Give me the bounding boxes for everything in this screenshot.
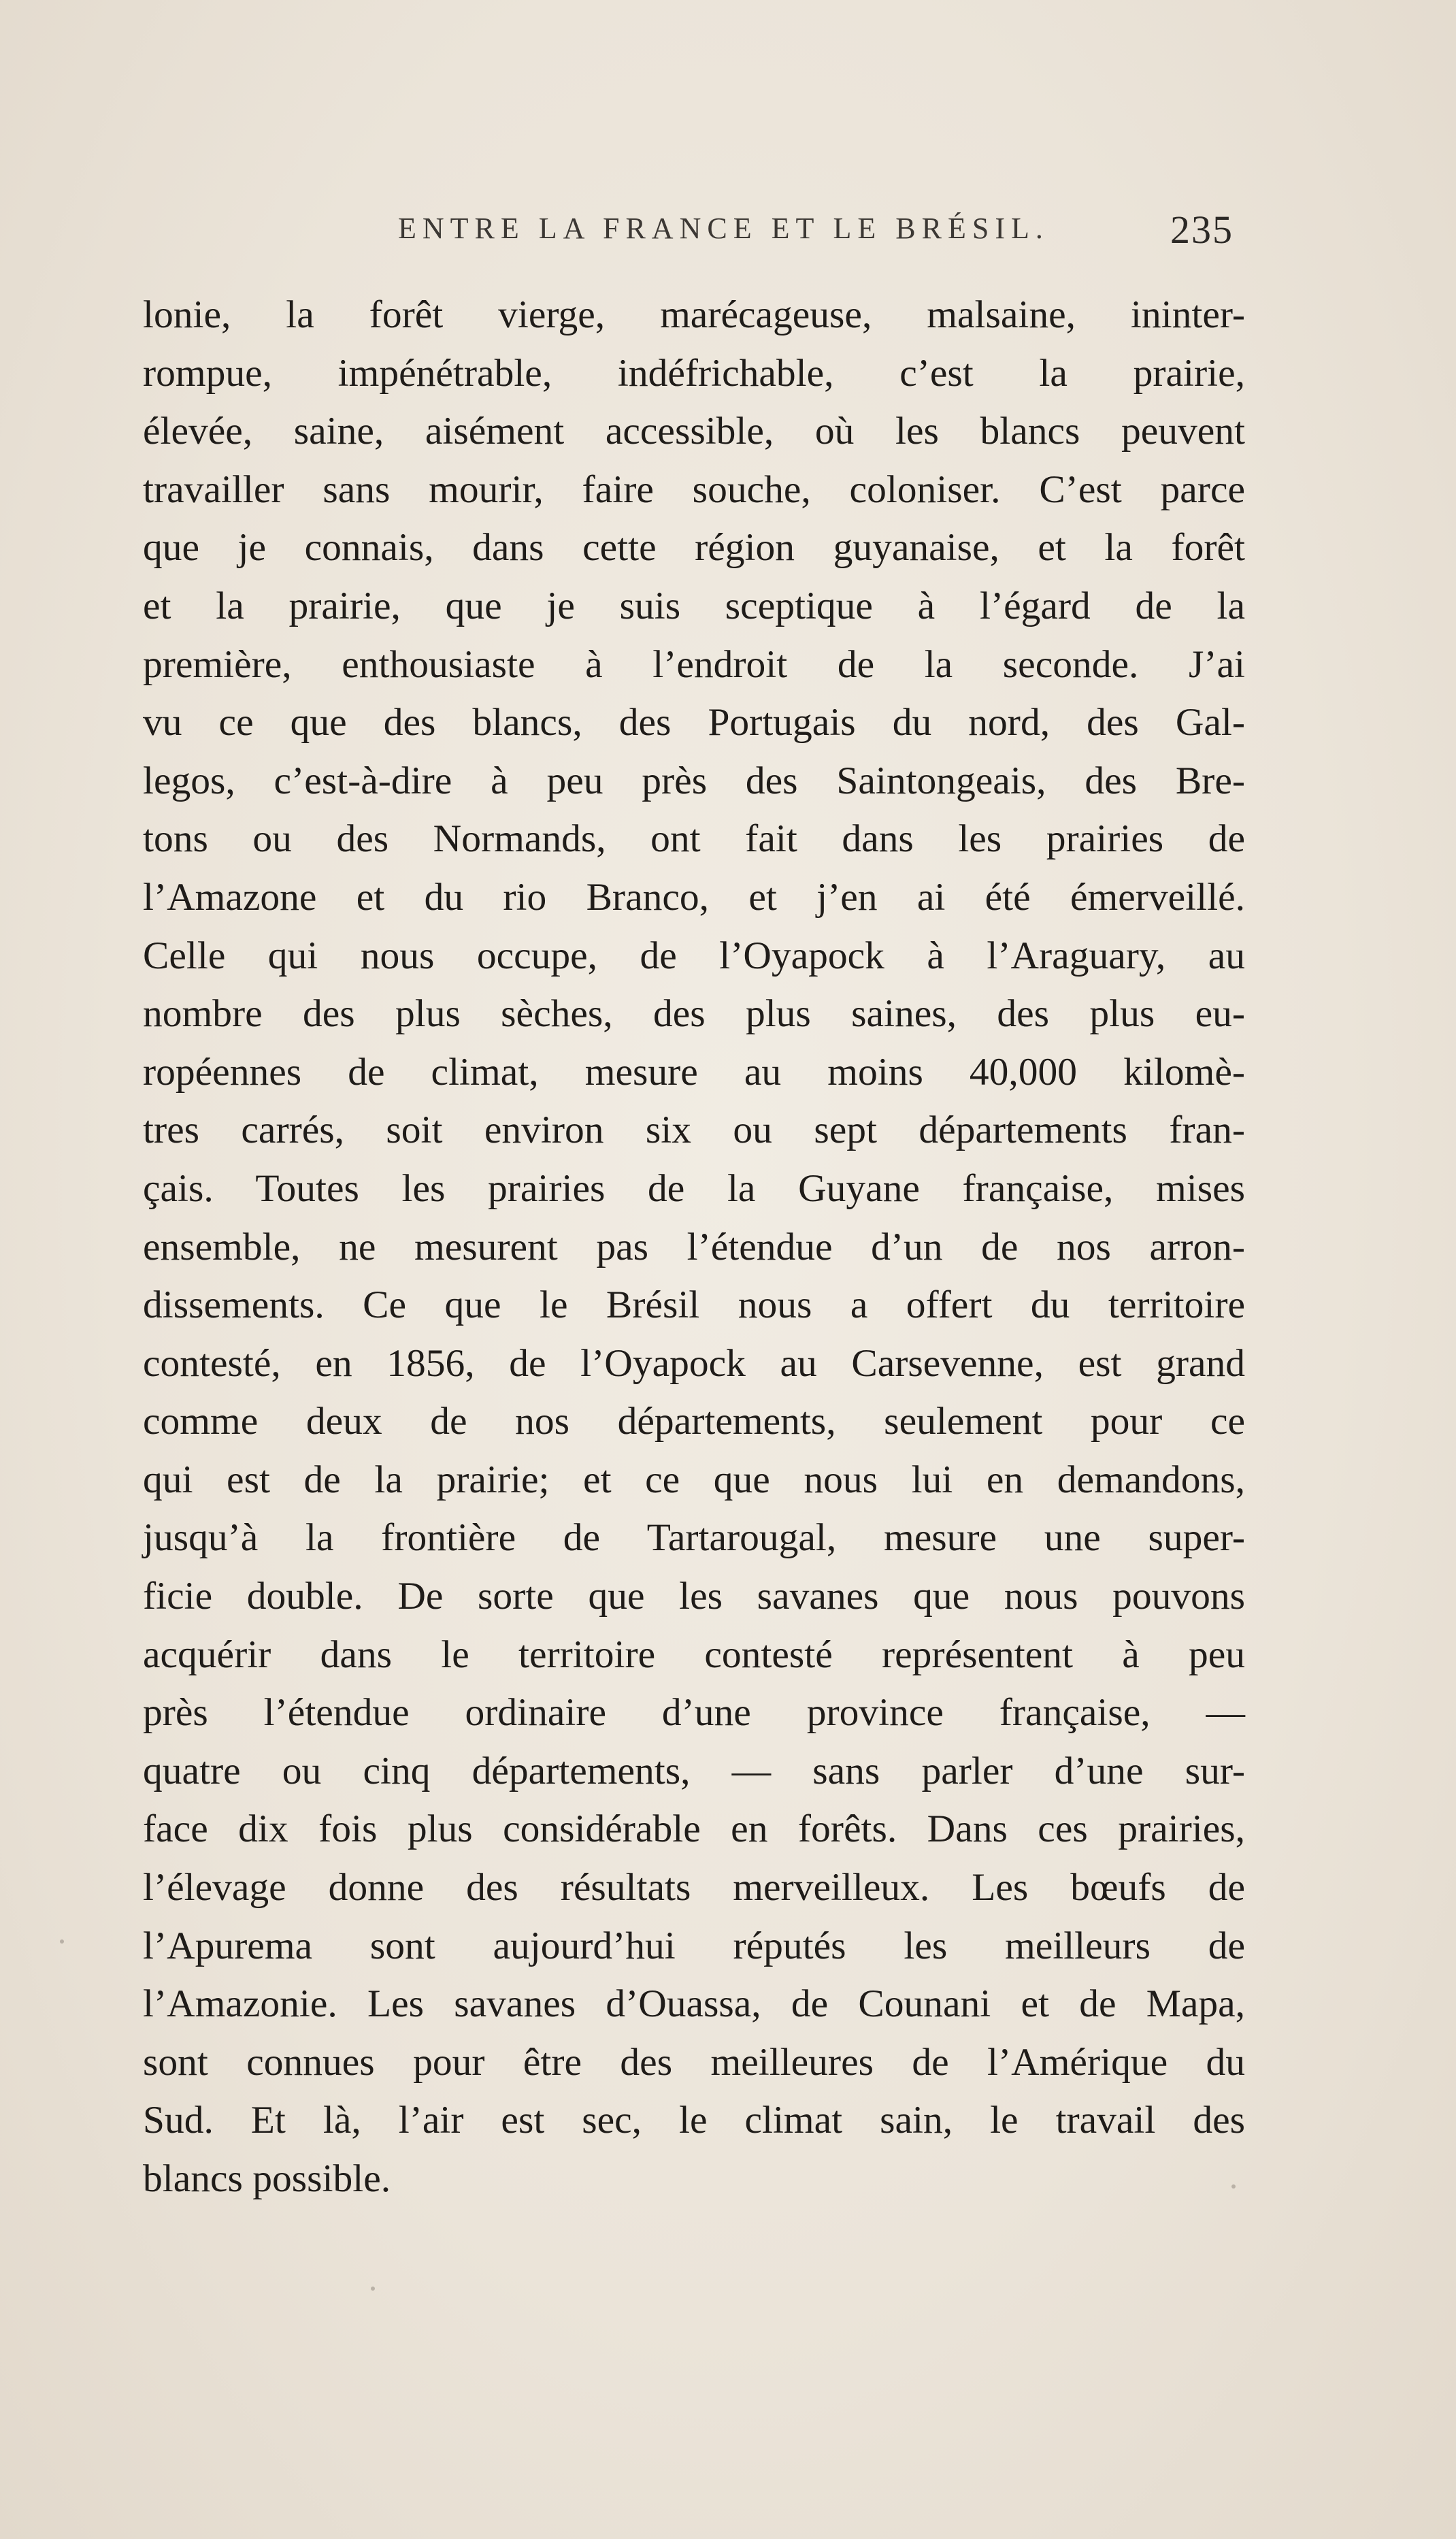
text-line: l’Amazonie. Les savanes d’Ouassa, de Counani et de Mapa, (143, 1982, 1245, 2026)
text-line: blancs possible. (143, 2157, 391, 2200)
text-line: quatre ou cinq départements, — sans parler d’une sur- (143, 1749, 1245, 1792)
text-line: vu ce que des blancs, des Portugais du nord, des Gal- (143, 701, 1245, 744)
text-line: face dix fois plus considérable en forêts. Dans ces prairies, (143, 1807, 1245, 1851)
text-line: l’Amazone et du rio Branco, et j’en ai été émerveillé. (143, 875, 1245, 919)
text-line: Celle qui nous occupe, de l’Oyapock à l’Araguary, au (143, 934, 1245, 977)
text-line: Sud. Et là, l’air est sec, le climat sain, le travail des (143, 2099, 1245, 2142)
text-line: çais. Toutes les prairies de la Guyane française, mises (143, 1166, 1245, 1210)
paper-speck (1231, 2184, 1236, 2189)
text-line: près l’étendue ordinaire d’une province française, — (143, 1691, 1245, 1735)
text-line: dissements. Ce que le Brésil nous a offert du territoire (143, 1283, 1245, 1327)
text-line: que je connais, dans cette région guyanaise, et la forêt (143, 526, 1245, 570)
text-line: ropéennes de climat, mesure au moins 40,000 kilomè- (143, 1050, 1245, 1094)
page-number: 235 (1170, 208, 1234, 252)
text-line: et la prairie, que je suis sceptique à l’égard de la (143, 584, 1245, 627)
text-line: comme deux de nos départements, seulement pour ce (143, 1400, 1245, 1443)
text-line: qui est de la prairie; et ce que nous lui en demandons, (143, 1458, 1245, 1501)
text-line: l’Apurema sont aujourd’hui réputés les meilleurs de (143, 1924, 1245, 1967)
text-line: élevée, saine, aisément accessible, où les blancs peuvent (143, 410, 1245, 453)
text-line: l’élevage donne des résultats merveilleux. Les bœufs de (143, 1866, 1245, 1910)
text-line: tons ou des Normands, ont fait dans les prairies de (143, 817, 1245, 861)
text-line: ensemble, ne mesurent pas l’étendue d’un de nos arron- (143, 1225, 1245, 1268)
running-head: ENTRE LA FRANCE ET LE BRÉSIL. (398, 212, 1049, 245)
text-line: tres carrés, soit environ six ou sept départements fran- (143, 1109, 1245, 1152)
text-line: acquérir dans le territoire contesté représentent à peu (143, 1633, 1245, 1676)
text-line: sont connues pour être des meilleures de l’Amérique du (143, 2040, 1245, 2084)
text-line: legos, c’est-à-dire à peu près des Saintongeais, des Bre- (143, 759, 1245, 802)
text-line: première, enthousiaste à l’endroit de la seconde. J’ai (143, 642, 1245, 686)
text-line: lonie, la forêt vierge, marécageuse, malsaine, ininter- (143, 293, 1245, 336)
text-line: jusqu’à la frontière de Tartarougal, mesure une super- (143, 1516, 1245, 1560)
body-paragraph (143, 286, 1245, 2208)
text-line: travailler sans mourir, faire souche, coloniser. C’est parce (143, 468, 1245, 511)
paper-speck (60, 1939, 64, 1944)
text-line: ficie double. De sorte que les savanes que nous pouvons (143, 1575, 1245, 1618)
text-line: contesté, en 1856, de l’Oyapock au Carsevenne, est grand (143, 1341, 1245, 1385)
paper-speck (371, 2287, 375, 2291)
text-line: nombre des plus sèches, des plus saines, des plus eu- (143, 992, 1245, 1036)
text-line: rompue, impénétrable, indéfrichable, c’est la prairie, (143, 351, 1245, 395)
